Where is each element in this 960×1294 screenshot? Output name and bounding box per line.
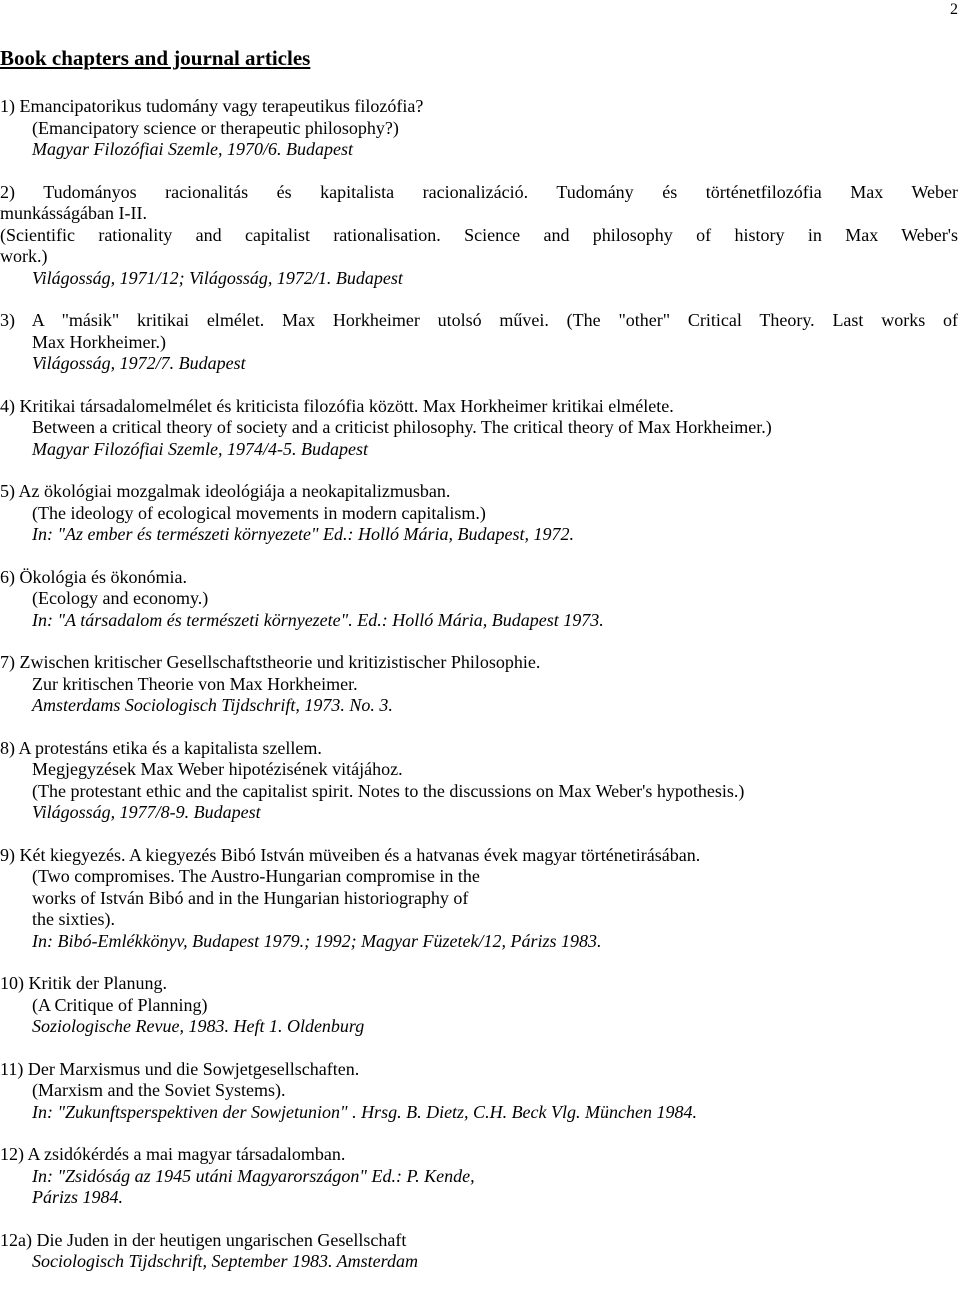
publication-entry-7 [0, 652, 958, 717]
publication-entry-6 [0, 567, 958, 632]
publication-entry-4 [0, 396, 958, 461]
publication-entry-11 [0, 1059, 958, 1124]
entry-source: Világosság, 1972/7. Budapest [32, 353, 246, 373]
entry-translation: Between a critical theory of society and a criticist philosophy. The critical theory of Max Horkheimer.) [32, 417, 772, 437]
entry-translation: (Emancipatory science or therapeutic philosophy?) [32, 117, 399, 138]
entry-title-continued: munkásságában I-II. [0, 203, 147, 223]
entry-title: 5) Az ökológiai mozgalmak ideológiája a neokapitalizmusban. [0, 481, 451, 501]
entry-title: 1) Emancipatorikus tudomány vagy terapeutikus filozófia? [0, 96, 424, 116]
publication-entry-5 [0, 481, 958, 546]
page-number: 2 [950, 1, 958, 18]
publication-entry-12 [0, 1144, 958, 1209]
entry-translation: (A Critique of Planning) [32, 994, 208, 1015]
entry-title: 2) Tudományos racionalitás és kapitalista racionalizáció. Tudomány és történetfilozófia Max Weber [0, 181, 958, 202]
entry-source: In: "Zsidóság az 1945 utáni Magyarországon" Ed.: P. Kende, [32, 1165, 475, 1186]
entry-title-continued: Max Horkheimer.) [32, 331, 166, 352]
entry-translation: (The protestant ethic and the capitalist spirit. Notes to the discussions on Max Weber's hypothesis.) [32, 780, 745, 801]
entry-title: 4) Kritikai társadalomelmélet és kriticista filozófia között. Max Horkheimer kritikai elmélete. [0, 395, 674, 416]
entry-title: 11) Der Marxismus und die Sowjetgesellschaften. [0, 1058, 360, 1079]
entry-title: 8) A protestáns etika és a kapitalista szellem. [0, 737, 322, 758]
entry-translation-continued: the sixties). [32, 909, 115, 929]
entry-source: Amsterdams Sociologisch Tijdschrift, 1973. No. 3. [32, 695, 393, 715]
entry-subtitle: Megjegyzések Max Weber hipotézisének vitájához. [32, 759, 403, 779]
entry-source: In: Bibó-Emlékkönyv, Budapest 1979.; 1992; Magyar Füzetek/12, Párizs 1983. [32, 930, 602, 951]
entry-source-continued: Párizs 1984. [32, 1187, 124, 1207]
entry-title: 7) Zwischen kritischer Gesellschaftstheorie und kritizistischer Philosophie. [0, 652, 541, 672]
entry-source: Világosság, 1971/12; Világosság, 1972/1. Budapest [32, 267, 403, 288]
entry-source: Soziologische Revue, 1983. Heft 1. Oldenburg [32, 1016, 365, 1036]
entry-source: Magyar Filozófiai Szemle, 1974/4-5. Budapest [32, 438, 368, 459]
entry-translation-continued: works of István Bibó and in the Hungarian historiography of [32, 887, 469, 908]
entry-source: In: "Zukunftsperspektiven der Sowjetunion" . Hrsg. B. Dietz, C.H. Beck Vlg. München 1984. [32, 1101, 697, 1122]
entry-title: 6) Ökológia és ökonómia. [0, 566, 187, 587]
entry-title: 10) Kritik der Planung. [0, 973, 167, 993]
entry-translation: (Two compromises. The Austro-Hungarian compromise in the [32, 866, 480, 886]
publication-entry-9 [0, 845, 958, 953]
entry-title: 3) A "másik" kritikai elmélet. Max Horkheimer utolsó művei. (The "other" Critical Theory. Last works of [0, 310, 958, 330]
entry-source: Világosság, 1977/8-9. Budapest [32, 802, 261, 822]
publication-entry-1 [0, 96, 958, 161]
entry-source: Sociologisch Tijdschrift, September 1983. Amsterdam [32, 1251, 418, 1271]
entry-translation: (The ideology of ecological movements in modern capitalism.) [32, 502, 486, 523]
publication-entry-10 [0, 973, 958, 1038]
publication-entry-2 [0, 182, 958, 290]
entry-subtitle: Zur kritischen Theorie von Max Horkheimer. [32, 673, 358, 694]
entry-title: 12) A zsidókérdés a mai magyar társadalomban. [0, 1144, 346, 1164]
entry-translation-continued: work.) [0, 246, 48, 266]
entry-source: In: "Az ember és természeti környezete" Ed.: Holló Mária, Budapest, 1972. [32, 524, 575, 544]
entry-translation: (Marxism and the Soviet Systems). [32, 1080, 286, 1100]
publication-entry-12a [0, 1230, 958, 1273]
entry-translation: (Scientific rationality and capitalist rationalisation. Science and philosophy of history in Max Weber's [0, 224, 958, 245]
entry-title: 12a) Die Juden in der heutigen ungarischen Gesellschaft [0, 1229, 407, 1250]
publication-entry-8 [0, 738, 958, 824]
publication-entry-3 [0, 310, 958, 375]
entry-source: Magyar Filozófiai Szemle, 1970/6. Budapest [32, 139, 353, 159]
publication-list [0, 96, 958, 1294]
entry-source: In: "A társadalom és természeti környezete". Ed.: Holló Mária, Budapest 1973. [32, 609, 604, 630]
entry-title: 9) Két kiegyezés. A kiegyezés Bibó István müveiben és a hatvanas évek magyar történetirásában. [0, 844, 701, 865]
section-heading: Book chapters and journal articles [0, 46, 311, 70]
entry-translation: (Ecology and economy.) [32, 588, 209, 608]
